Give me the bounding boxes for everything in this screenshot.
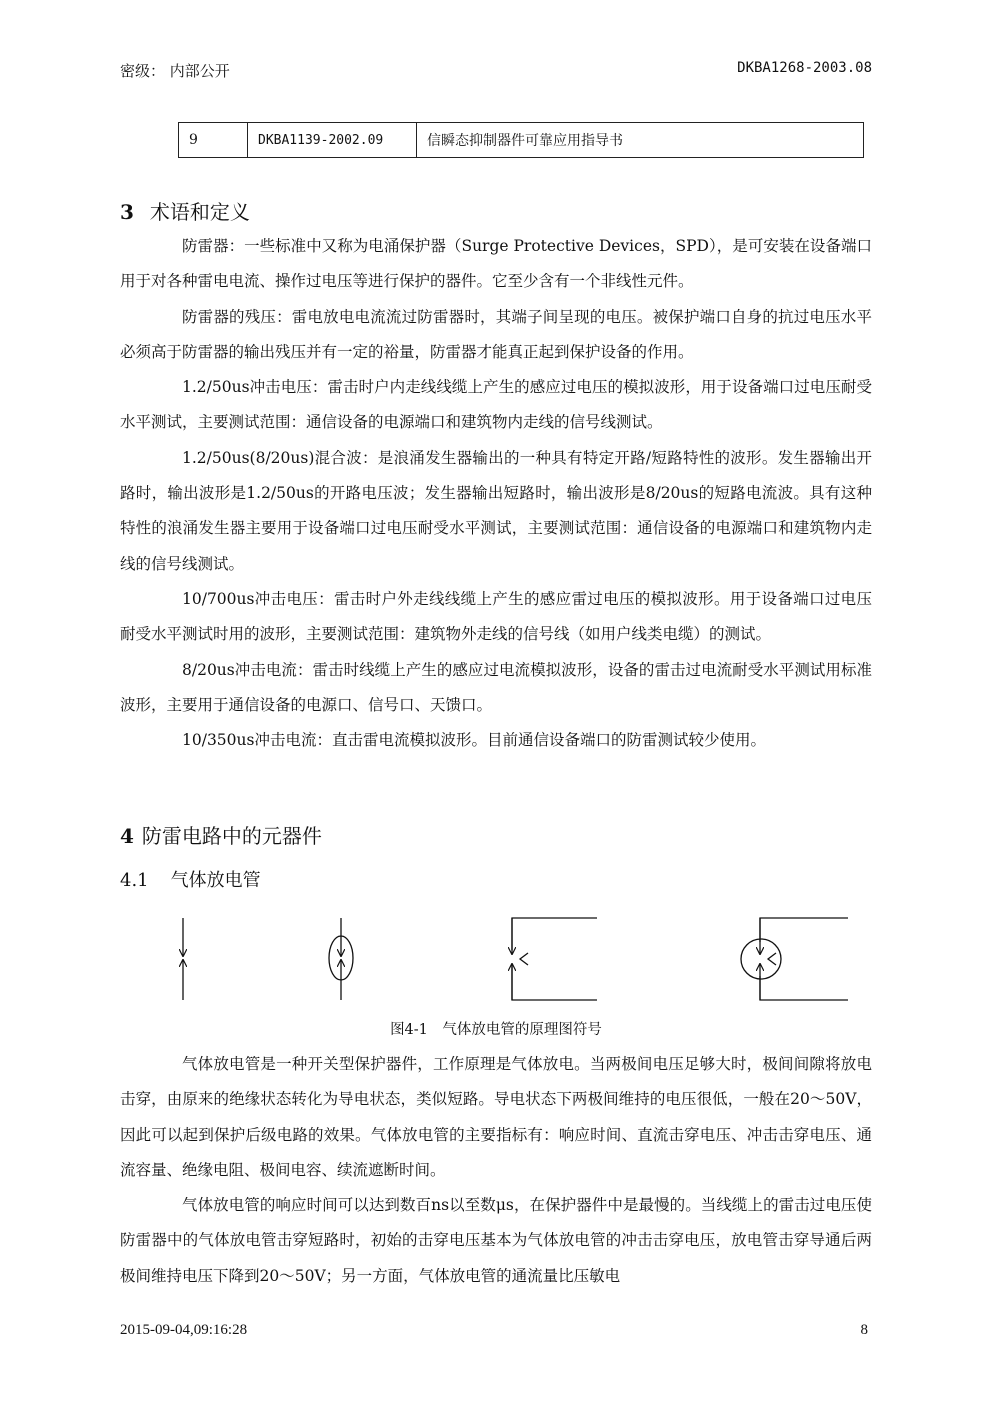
table-cell-index: 9 xyxy=(179,123,248,158)
paragraph: 防雷器的残压：雷电放电电流流过防雷器时，其端子间呈现的电压。被保护端口自身的抗过电压水平必须高于防雷器的输出残压并有一定的裕量，防雷器才能真正起到保护设备的作用。 xyxy=(120,307,872,361)
doc-code: DKBA1268-2003.08 xyxy=(737,60,872,76)
section-4-heading xyxy=(120,820,322,849)
section-title: 术语和定义 xyxy=(149,200,250,224)
paragraph: 1.2/50us冲击电压：雷击时户内走线线缆上产生的感应过电压的模拟波形，用于设备端口过电压耐受水平测试，主要测试范围：通信设备的电源端口和建筑物内走线的信号线测试。 xyxy=(120,378,872,432)
footer-timestamp: 2015-09-04,09:16:28 xyxy=(120,1322,248,1338)
table-cell-code: DKBA1139-2002.09 xyxy=(248,123,417,158)
figure-caption: 图4-1 气体放电管的原理图符号 xyxy=(390,1022,602,1038)
table-cell-title: 信瞬态抑制器件可靠应用指导书 xyxy=(417,123,864,158)
section-3-body xyxy=(120,229,872,758)
paragraph: 气体放电管的响应时间可以达到数百ns以至数μs，在保护器件中是最慢的。当线缆上的雷击过电压使防雷器中的气体放电管击穿短路时，初始的击穿电压基本为气体放电管的冲击击穿电压，放电管击穿导通后两极间维持电压下降到20～50V；另一方面，气体放电管的通流量比压敏电 xyxy=(120,1196,872,1285)
paragraph: 1.2/50us(8/20us)混合波：是浪涌发生器输出的一种具有特定开路/短路特性的波形。发生器输出开路时，输出波形是1.2/50us的开路电压波；发生器输出短路时，输出波形是8/20us的短路电流波。具有这种特性的浪涌发生器主要用于设备端口过电压耐受水平测试，主要测试范围：通信设备的电源端口和建筑物内走线的信号线测试。 xyxy=(120,448,872,573)
section-title: 防雷电路中的元器件 xyxy=(141,824,322,848)
paragraph: 10/350us冲击电流：直击雷电流模拟波形。目前通信设备端口的防雷测试较少使用。 xyxy=(182,731,766,750)
section-number: 4 xyxy=(120,824,134,848)
paragraph: 10/700us冲击电压：雷击时户外走线线缆上产生的感应雷过电压的模拟波形。用于设备端口过电压耐受水平测试时用的波形，主要测试范围：建筑物外走线的信号线（如用户线类电缆）的测试。 xyxy=(120,589,872,644)
gas-tube-three-electrode-icon xyxy=(512,918,597,1000)
section-number: 3 xyxy=(120,200,134,224)
paragraph: 气体放电管是一种开关型保护器件，工作原理是气体放电。当两极间电压足够大时，极间间隙将放电击穿，由原来的绝缘状态转化为导电状态，类似短路。导电状态下两极间维持的电压很低，一般在20～50V，因此可以起到保护后级电路的效果。气体放电管的主要指标有：响应时间、直流击穿电压、冲击击穿电压、通流容量、绝缘电阻、极间电容、续流遮断时间。 xyxy=(120,1055,872,1179)
paragraph: 防雷器：一些标准中又称为电涌保护器（Surge Protective Devices，SPD），是可安装在设备端口用于对各种雷电电流、操作过电压等进行保护的器件。它至少含有一个非线性元件。 xyxy=(120,237,872,291)
reference-table xyxy=(178,122,864,158)
gas-discharge-tube-symbols-figure xyxy=(120,910,872,1010)
paragraph: 8/20us冲击电流：雷击时线缆上产生的感应过电流模拟波形，设备的雷击过电流耐受水平测试用标准波形，主要用于通信设备的电源口、信号口、天馈口。 xyxy=(120,660,872,714)
section-title: 气体放电管 xyxy=(170,870,261,891)
classification-label: 密级： 内部公开 xyxy=(120,62,230,80)
table-row xyxy=(179,123,864,158)
gas-tube-enclosed-icon xyxy=(329,918,353,1000)
page-number: 8 xyxy=(860,1322,868,1338)
section-4-1-body xyxy=(120,1047,872,1294)
gas-tube-three-electrode-enclosed-icon xyxy=(741,918,848,1000)
section-4-1-heading xyxy=(120,866,261,892)
section-3-heading xyxy=(120,196,250,225)
section-number: 4.1 xyxy=(120,870,149,891)
